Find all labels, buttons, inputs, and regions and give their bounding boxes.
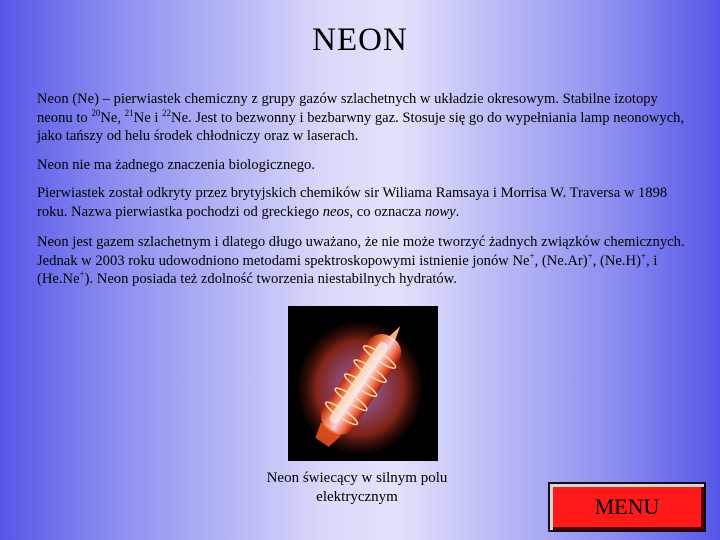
paragraph-discovery — [37, 184, 685, 221]
menu-button[interactable]: MENU — [548, 482, 706, 532]
charge-sign: + — [587, 250, 593, 261]
text-span: Ne, — [100, 109, 125, 126]
isotope-mass: 22 — [162, 107, 172, 118]
charge-sign: + — [640, 250, 647, 261]
text-span: Neon jest gazem szlachetnym i dlatego długo uważano, że nie może tworzyć żadnych związków chemicznych. Jednak w 2003 roku udowodniono metodami spektroskopowymi istnienie jonów Ne — [37, 234, 685, 269]
text-span: Ne. Jest to bezwonny i bezbarwny gaz. Stosuje się go do wypełniania lamp neonowych, jako tańszy od helu środek chłodniczy oraz w laserach. — [37, 109, 685, 144]
text-span: , i (He.Ne — [37, 252, 658, 287]
isotope-mass: 21 — [124, 107, 134, 118]
paragraph-biology: Neon nie ma żadnego znaczenia biologicznego. — [37, 157, 315, 173]
paragraph-compounds — [37, 233, 685, 289]
element-name: Neon (Ne) — [37, 91, 99, 107]
italic-word: neos — [322, 203, 350, 220]
text-span: , (Ne.Ar) — [534, 252, 588, 269]
text-span: – pierwiastek chemiczny z grupy gazów szlachetnych w układzie okresowym. Stabilne izotopy neonu to — [37, 91, 658, 126]
italic-word: nowy — [424, 203, 456, 220]
text-span: Pierwiastek został odkryty przez brytyjskich chemików sir Wiliama Ramsaya i Morrisa W. Traversa w 1898 roku. Nazwa pierwiastka pochodzi od greckiego — [37, 185, 668, 220]
text-span: Ne i — [133, 109, 163, 126]
charge-sign: + — [79, 269, 85, 279]
isotope-mass: 20 — [91, 107, 101, 118]
neon-tube-photo — [288, 306, 438, 461]
text-span: , (Ne.H) — [592, 252, 641, 269]
charge-sign: + — [529, 250, 535, 261]
neon-tube-image — [288, 306, 438, 461]
text-span: ). Neon posiada też zdolność tworzenia niestabilnych hydratów. — [84, 271, 457, 287]
text-span: , co oznacza — [349, 203, 425, 220]
page-title: NEON — [312, 22, 408, 58]
paragraph-intro — [37, 90, 685, 146]
image-caption: Neon świecący w silnym polu elektrycznym — [266, 470, 448, 505]
text-span: . — [455, 203, 460, 220]
